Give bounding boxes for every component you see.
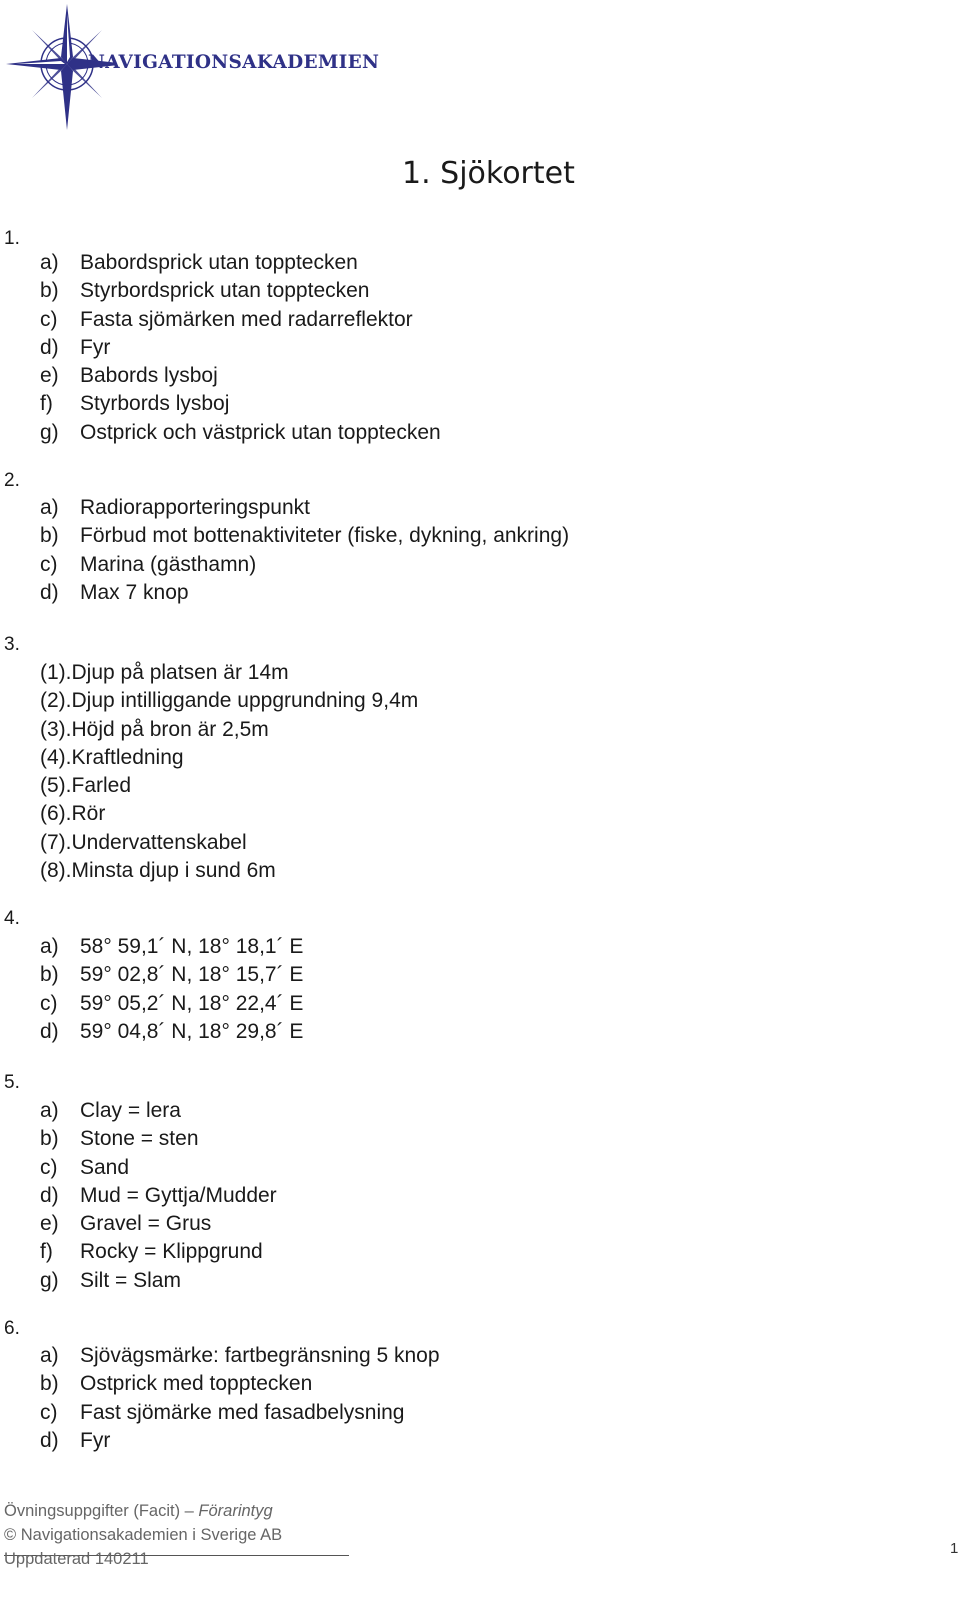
answer-text: Styrbords lysboj (80, 392, 230, 416)
answer-text: (7).Undervattenskabel (40, 830, 247, 854)
answer-letter: c) (40, 307, 58, 331)
answer-letter: c) (40, 1155, 58, 1179)
answer-text: Fasta sjömärken med radarreflektor (80, 307, 413, 331)
answer-text: (4).Kraftledning (40, 745, 184, 769)
footer-course-line (4, 1502, 273, 1521)
answer-item (40, 362, 441, 390)
answer-text: (2).Djup intilliggande uppgrundning 9,4m (40, 689, 419, 713)
answer-text: Marina (gästhamn) (80, 552, 257, 576)
footer-copyright: © Navigationsakademien i Sverige AB (4, 1526, 283, 1544)
question-number: 2. (4, 470, 20, 491)
answer-letter: c) (40, 1400, 58, 1424)
answer-list (40, 1342, 440, 1455)
answer-item (40, 1182, 277, 1210)
answer-item (40, 1125, 277, 1153)
answer-letter: e) (40, 364, 59, 388)
answer-item (40, 522, 569, 550)
answer-item (40, 419, 441, 447)
answer-item (40, 800, 418, 828)
answer-item (40, 990, 303, 1018)
answer-item (40, 249, 441, 277)
answer-letter: d) (40, 1019, 59, 1043)
answer-item (40, 744, 418, 772)
answer-text: (5).Farled (40, 774, 132, 798)
answer-item (40, 334, 441, 362)
answer-item (40, 829, 418, 857)
answer-text: Sand (80, 1155, 130, 1179)
answer-item (40, 857, 418, 885)
answer-letter: a) (40, 1099, 59, 1122)
answer-text: Fast sjömärke med fasadbelysning (80, 1400, 405, 1424)
answer-letter: g) (40, 1268, 59, 1292)
answer-item (40, 1427, 440, 1455)
answer-item (40, 1154, 277, 1182)
answer-letter: b) (40, 963, 59, 987)
question-number: 6. (4, 1318, 20, 1339)
answer-item (40, 933, 303, 961)
answer-text: Fyr (80, 1428, 111, 1452)
answer-item (40, 687, 418, 715)
answer-text: Silt = Slam (80, 1268, 181, 1292)
answer-letter: c) (40, 552, 58, 576)
answer-letter: b) (40, 1372, 59, 1396)
answer-text: 59° 05,2´ N, 18° 22,4´ E (80, 991, 304, 1015)
answer-letter: a) (40, 935, 59, 958)
logo (4, 2, 380, 132)
answer-item (40, 494, 569, 522)
answer-letter: a) (40, 1344, 59, 1367)
answer-text: Stone = sten (80, 1127, 199, 1151)
page-number: 1 (950, 1540, 959, 1557)
answer-item (40, 551, 569, 579)
answer-item (40, 1018, 303, 1046)
answer-text: Gravel = Grus (80, 1212, 212, 1236)
answer-text: Babords lysboj (80, 364, 218, 388)
answer-letter: f) (40, 1240, 53, 1264)
answer-item (40, 1370, 440, 1398)
question-number: 1. (4, 228, 20, 249)
answer-text: (3).Höjd på bron är 2,5m (40, 717, 269, 741)
answer-item (40, 1238, 277, 1266)
answer-item (40, 1267, 277, 1295)
answer-letter: b) (40, 279, 59, 303)
answer-letter: d) (40, 335, 59, 359)
answer-letter: f) (40, 392, 53, 416)
question-number: 3. (4, 634, 20, 655)
answer-letter: d) (40, 1428, 59, 1452)
answer-letter: a) (40, 496, 59, 519)
answer-text: (1).Djup på platsen är 14m (40, 661, 289, 684)
question-number: 5. (4, 1072, 20, 1093)
answer-text: 59° 04,8´ N, 18° 29,8´ E (80, 1019, 304, 1043)
answer-item (40, 1342, 440, 1370)
answer-letter: b) (40, 1127, 59, 1151)
answer-item (40, 306, 441, 334)
answer-letter: b) (40, 524, 59, 548)
answer-item (40, 390, 441, 418)
question-number: 4. (4, 908, 20, 929)
answer-list (40, 933, 303, 1046)
answer-text: Clay = lera (80, 1099, 181, 1122)
answer-item (40, 772, 418, 800)
answer-text: Ostprick och västprick utan topptecken (80, 420, 441, 444)
answer-text: Rocky = Klippgrund (80, 1240, 263, 1264)
answer-text: Ostprick med topptecken (80, 1372, 313, 1396)
page-title: 1. Sjökortet (402, 156, 575, 191)
answer-text: Babordsprick utan topptecken (80, 251, 358, 274)
answer-letter: c) (40, 991, 58, 1015)
answer-item (40, 579, 569, 607)
answer-text: Förbud mot bottenaktiviteter (fiske, dykning, ankring) (80, 524, 570, 548)
answer-list (40, 1097, 277, 1295)
answer-list (40, 494, 569, 607)
footer-updated: Uppdaterad 140211 (4, 1550, 149, 1568)
answer-text: Mud = Gyttja/Mudder (80, 1183, 277, 1207)
answer-text: Max 7 knop (80, 580, 189, 604)
answer-text: (6).Rör (40, 802, 106, 826)
answer-letter: g) (40, 420, 59, 444)
answer-text: (8).Minsta djup i sund 6m (40, 859, 276, 883)
answer-text: Sjövägsmärke: fartbegränsning 5 knop (80, 1344, 440, 1367)
answer-item (40, 277, 441, 305)
answer-text: Fyr (80, 335, 111, 359)
answer-text: 59° 02,8´ N, 18° 15,7´ E (80, 963, 304, 987)
footer-course-name: Förarintyg (198, 1502, 273, 1520)
logo-text: NAVIGATIONSAKADEMIEN (88, 52, 380, 73)
answer-letter: d) (40, 1183, 59, 1207)
answer-list (40, 659, 418, 885)
answer-item (40, 1210, 277, 1238)
answer-letter: d) (40, 580, 59, 604)
answer-letter: a) (40, 251, 59, 274)
answer-letter: e) (40, 1212, 59, 1236)
answer-item (40, 659, 418, 687)
answer-text: Styrbordsprick utan topptecken (80, 279, 370, 303)
answer-item (40, 961, 303, 989)
answer-text: 58° 59,1´ N, 18° 18,1´ E (80, 935, 304, 958)
answer-list (40, 249, 441, 447)
footer-course-prefix: Övningsuppgifter (Facit) – (4, 1502, 199, 1520)
answer-text: Radiorapporteringspunkt (80, 496, 310, 519)
answer-item (40, 1097, 277, 1125)
answer-item (40, 716, 418, 744)
answer-item (40, 1399, 440, 1427)
